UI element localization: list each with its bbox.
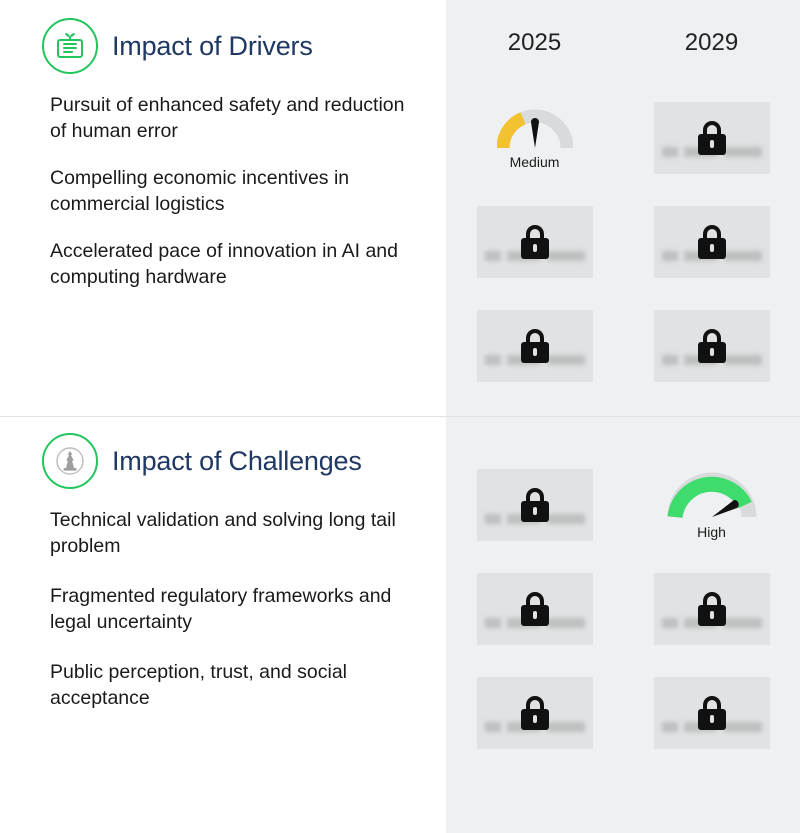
matrix-cell-drivers-3-2025[interactable] [446, 294, 623, 398]
lock-icon [521, 592, 549, 626]
matrix-cell-challenges-2-2029[interactable] [623, 557, 800, 661]
matrix-cell-challenges-1-2029 [623, 453, 800, 557]
locked-tile[interactable] [654, 677, 770, 749]
list-item: Fragmented regulatory frameworks and legal uncertainty [50, 585, 392, 633]
gauge-dial-icon [667, 470, 757, 522]
section-drivers [0, 0, 446, 416]
lock-icon [521, 696, 549, 730]
matrix-row [446, 294, 800, 398]
lock-icon [521, 488, 549, 522]
locked-tile[interactable] [477, 677, 593, 749]
list-item: Accelerated pace of innovation in AI and computing hardware [50, 240, 398, 288]
list-item: Compelling economic incentives in commercial logistics [50, 167, 350, 215]
challenges-matrix [446, 416, 800, 833]
lock-icon [698, 121, 726, 155]
locked-tile[interactable] [654, 310, 770, 382]
matrix-cell-drivers-1-2025 [446, 86, 623, 190]
matrix-row [446, 190, 800, 294]
drivers-heading [42, 18, 426, 74]
challenges-badge-icon [42, 433, 98, 489]
gauge-dial-icon [497, 106, 573, 152]
lock-icon [521, 329, 549, 363]
locked-tile[interactable] [477, 310, 593, 382]
gauge-level-label: High [697, 524, 726, 540]
challenges-bullet-list [50, 507, 426, 711]
matrix-cell-challenges-3-2025[interactable] [446, 661, 623, 765]
locked-tile[interactable] [654, 206, 770, 278]
locked-tile[interactable] [477, 469, 593, 541]
drivers-title: Impact of Drivers [112, 30, 313, 61]
drivers-matrix [446, 86, 800, 416]
locked-tile[interactable] [477, 206, 593, 278]
matrix-cell-drivers-2-2029[interactable] [623, 190, 800, 294]
locked-tile[interactable] [654, 573, 770, 645]
column-header-row [446, 0, 800, 86]
gauge-high [667, 470, 757, 540]
gauge-level-label: Medium [509, 154, 560, 170]
matrix-cell-drivers-1-2029[interactable] [623, 86, 800, 190]
matrix-column [446, 0, 800, 833]
matrix-row [446, 453, 800, 557]
matrix-cell-drivers-3-2029[interactable] [623, 294, 800, 398]
challenges-title: Impact of Challenges [112, 445, 362, 476]
section-challenges [0, 416, 446, 833]
locked-tile[interactable] [654, 102, 770, 174]
locked-tile[interactable] [477, 573, 593, 645]
lock-icon [698, 225, 726, 259]
matrix-row [446, 557, 800, 661]
list-item: Pursuit of enhanced safety and reduction of human error [50, 94, 405, 142]
matrix-cell-challenges-3-2029[interactable] [623, 661, 800, 765]
column-header-2025: 2025 [507, 29, 562, 56]
matrix-row [446, 661, 800, 765]
matrix-row [446, 86, 800, 190]
gauge-medium [497, 106, 573, 170]
challenges-heading [42, 433, 426, 489]
matrix-cell-drivers-2-2025[interactable] [446, 190, 623, 294]
lock-icon [698, 592, 726, 626]
matrix-cell-challenges-2-2025[interactable] [446, 557, 623, 661]
lock-icon [521, 225, 549, 259]
matrix-cell-challenges-1-2025[interactable] [446, 453, 623, 557]
column-header-2029: 2029 [684, 29, 739, 56]
lock-icon [698, 329, 726, 363]
list-item: Technical validation and solving long tail problem [50, 509, 396, 557]
lock-icon [698, 696, 726, 730]
drivers-bullet-list [50, 92, 426, 290]
list-item: Public perception, trust, and social acceptance [50, 661, 347, 709]
drivers-badge-icon [42, 18, 98, 74]
